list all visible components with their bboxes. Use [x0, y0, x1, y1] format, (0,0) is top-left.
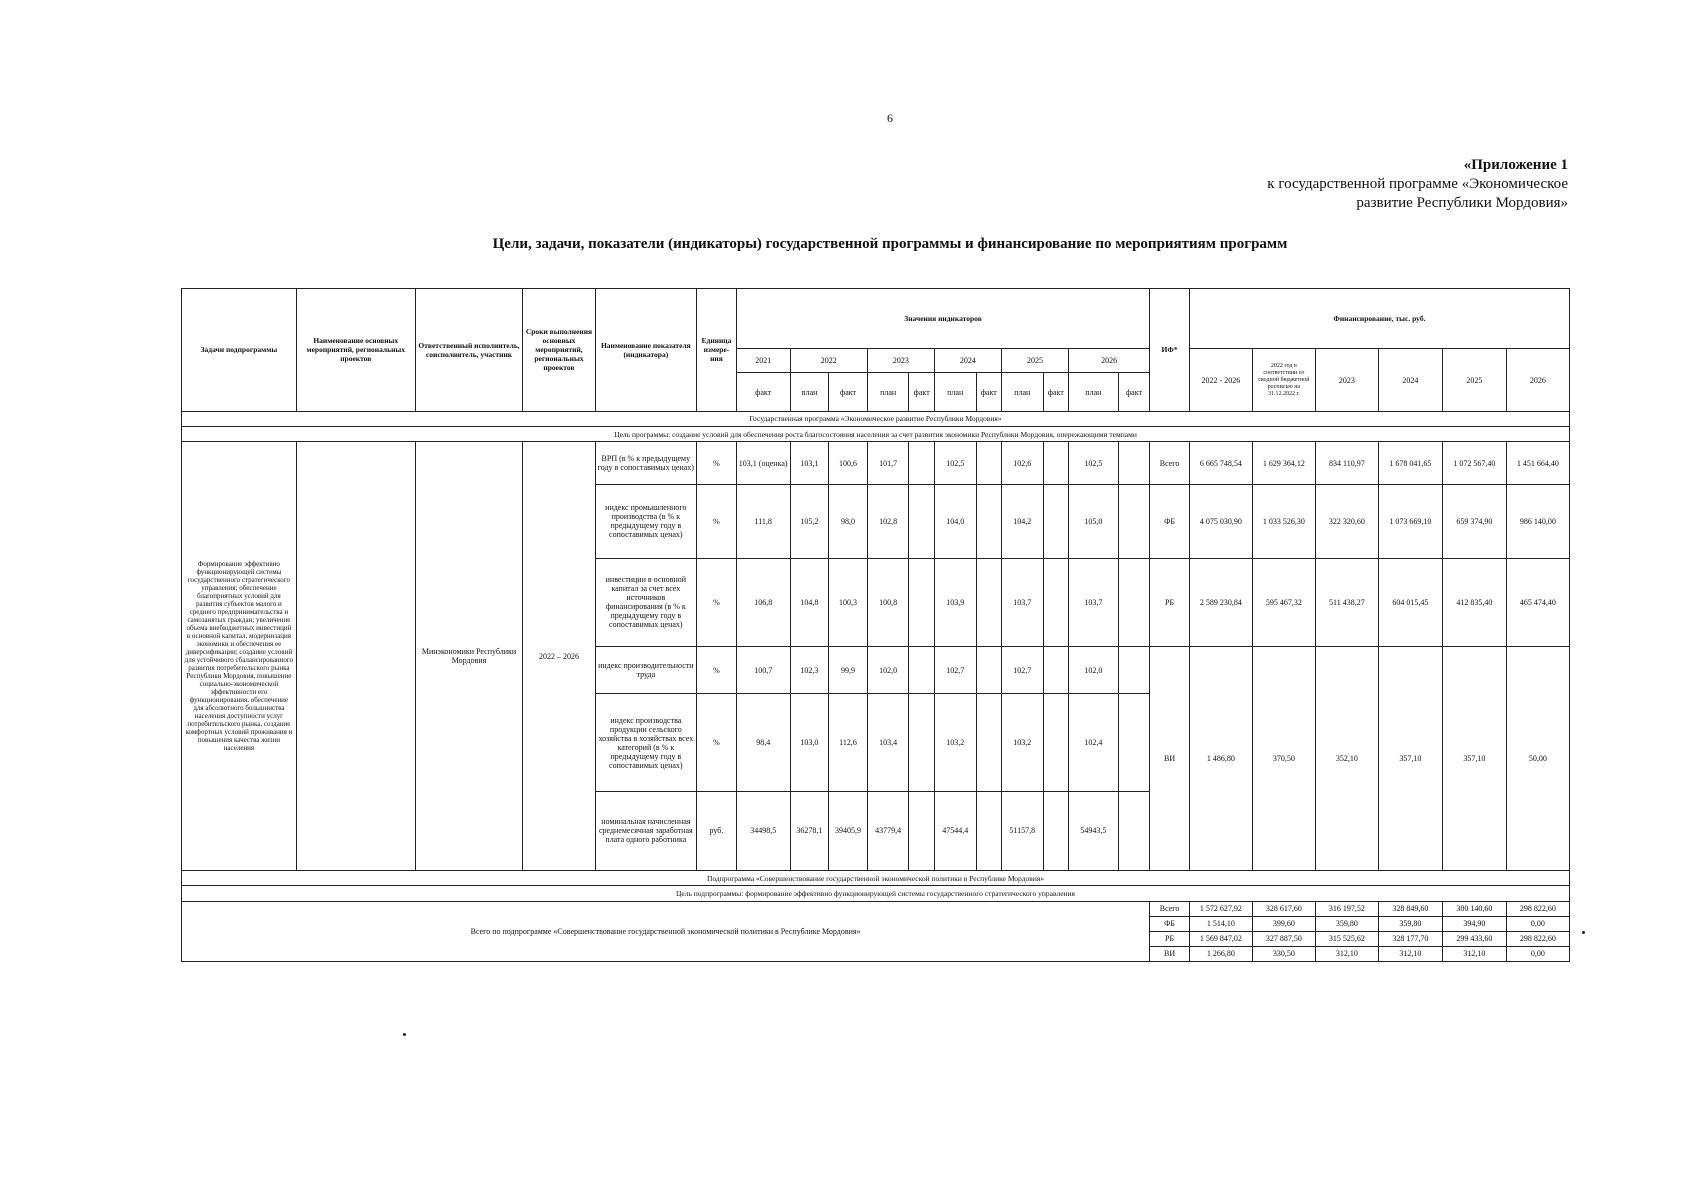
- sub-header: план: [1068, 373, 1118, 412]
- indicator-value: 100,8: [867, 558, 909, 646]
- indicator-name: инвестиции в основной капитал за счет всех источников финансирования (в % к предыдущему году в сопоставимых ценах): [595, 558, 697, 646]
- indicator-value: [1043, 791, 1068, 871]
- fin-value: 312,10: [1378, 946, 1442, 961]
- indicator-value: 103,7: [1001, 558, 1043, 646]
- executor-text: Минэкономики Республики Мордовия: [415, 442, 523, 871]
- indicator-name: номинальная начисленная среднемесячная заработная плата одного работника: [595, 791, 697, 871]
- fin-value: 316 197,52: [1315, 901, 1378, 916]
- document-title: Цели, задачи, показатели (индикаторы) государственной программы и финансирование по мероприятиям программ: [492, 236, 1288, 252]
- indicator-value: [1118, 791, 1150, 871]
- fin-value: 1 629 364,12: [1252, 442, 1315, 485]
- indicator-value: 102,7: [934, 647, 976, 694]
- fin-source: Всего: [1150, 442, 1190, 485]
- indicator-value: [1118, 485, 1150, 558]
- header-terms: Сроки выполнения основных мероприятий, региональных проектов: [523, 289, 595, 412]
- fin-value: 327 887,50: [1252, 931, 1315, 946]
- sub-header: факт: [976, 373, 1001, 412]
- appendix-line-2: к государственной программе «Экономическое: [1267, 176, 1568, 192]
- indicator-value: 103,2: [934, 694, 976, 791]
- fin-value: 834 110,97: [1315, 442, 1378, 485]
- indicator-value: [909, 485, 934, 558]
- fin-value: 370,50: [1252, 647, 1315, 871]
- indicator-value: 34498,5: [736, 791, 790, 871]
- appendix-line-3: развитие Республики Мордовия»: [1356, 195, 1568, 211]
- measures-cell: [296, 442, 415, 871]
- indicator-value: [976, 442, 1001, 485]
- terms-text: 2022 – 2026: [523, 442, 595, 871]
- indicator-row: [182, 442, 1570, 485]
- fin-value: 315 525,62: [1315, 931, 1378, 946]
- indicator-value: 100,3: [829, 558, 868, 646]
- indicator-value: 106,8: [736, 558, 790, 646]
- fin-value: 312,10: [1315, 946, 1378, 961]
- indicator-value: [909, 694, 934, 791]
- year-header: 2025: [1001, 349, 1068, 373]
- indicator-value: 103,4: [867, 694, 909, 791]
- indicator-value: 36278,1: [790, 791, 829, 871]
- indicator-value: [909, 647, 934, 694]
- appendix-title: «Приложение 1: [1463, 157, 1568, 173]
- sub-header: план: [934, 373, 976, 412]
- fin-value: 1 073 669,10: [1378, 485, 1442, 558]
- fin-value: 352,10: [1315, 647, 1378, 871]
- header-source: ИФ*: [1150, 289, 1190, 412]
- header-measures: Наименование основных мероприятий, региональных проектов: [296, 289, 415, 412]
- fin-value: 298 822,60: [1506, 931, 1569, 946]
- indicator-value: 101,7: [867, 442, 909, 485]
- indicator-value: [909, 442, 934, 485]
- section-subprogram: Подпрограмма «Совершенствование государственной экономической политики в Республике Мордовия»: [182, 871, 1570, 886]
- indicator-value: 102,4: [1068, 694, 1118, 791]
- indicator-value: [976, 694, 1001, 791]
- fin-source: ФБ: [1150, 916, 1190, 931]
- indicator-name: индекс производства продукции сельского хозяйства в хозяйствах всех категорий (в % к предыдущему году в сопоставимых ценах): [595, 694, 697, 791]
- fin-col-header: 2023: [1315, 349, 1378, 412]
- indicator-value: [1118, 442, 1150, 485]
- indicator-value: 102,7: [1001, 647, 1043, 694]
- indicator-value: [976, 791, 1001, 871]
- fin-value: 1 569 847,02: [1189, 931, 1252, 946]
- indicator-value: 100,7: [736, 647, 790, 694]
- indicator-value: 112,6: [829, 694, 868, 791]
- fin-source: ВИ: [1150, 946, 1190, 961]
- indicator-value: [1043, 694, 1068, 791]
- indicator-value: 104,2: [1001, 485, 1043, 558]
- fin-value: 511 438,27: [1315, 558, 1378, 646]
- fin-value: 298 822,60: [1506, 901, 1569, 916]
- indicator-value: 103,9: [934, 558, 976, 646]
- indicator-value: 103,0: [790, 694, 829, 791]
- fin-value: 604 015,45: [1378, 558, 1442, 646]
- page-number: 6: [887, 111, 893, 125]
- fin-source: РБ: [1150, 931, 1190, 946]
- sub-header: факт: [829, 373, 868, 412]
- fin-value: 328 177,70: [1378, 931, 1442, 946]
- fin-col-header: 2025: [1442, 349, 1506, 412]
- indicator-value: [1118, 647, 1150, 694]
- sub-header: факт: [1118, 373, 1150, 412]
- indicator-unit: руб.: [697, 791, 737, 871]
- indicator-value: [976, 647, 1001, 694]
- indicator-value: 98,0: [829, 485, 868, 558]
- indicator-value: 102,5: [1068, 442, 1118, 485]
- indicator-value: [1118, 558, 1150, 646]
- fin-value: 1 514,10: [1189, 916, 1252, 931]
- indicator-value: 39405,9: [829, 791, 868, 871]
- indicator-value: 102,5: [934, 442, 976, 485]
- indicator-value: 102,3: [790, 647, 829, 694]
- indicator-value: 103,1 (оценка): [736, 442, 790, 485]
- indicator-value: 104,8: [790, 558, 829, 646]
- indicator-value: 102,8: [867, 485, 909, 558]
- indicator-name: ВРП (в % к предыдущему году в сопоставимых ценах): [595, 442, 697, 485]
- indicator-value: [909, 791, 934, 871]
- header-financing: Финансирование, тыс. руб.: [1189, 289, 1569, 349]
- year-header: 2024: [934, 349, 1001, 373]
- year-header: 2022: [790, 349, 867, 373]
- sub-header: факт: [1043, 373, 1068, 412]
- indicator-value: 111,8: [736, 485, 790, 558]
- indicator-value: 105,2: [790, 485, 829, 558]
- fin-value: 1 486,80: [1189, 647, 1252, 871]
- fin-value: 1 072 567,40: [1442, 442, 1506, 485]
- fin-value: 299 433,60: [1442, 931, 1506, 946]
- tasks-text: Формирование эффективно функционирующей системы государственного стратегического управления; обеспечение благоприятных условий для развития субъектов малого и среднего предпринимательства и самозанятых граждан; увеличение объема внебюджетных инвестиций в основной капитал, модернизация экономики и обеспечения ее диверсификации; создание условий для устойчивого сбалансированного развития потребительского рынка Республики Мордовия, повышение социально-экономической эффективности его функционирования, обеспечение для абсолютного большинства населения доступности услуг потребительского рынка, создание комфортных условий проживания и повышения качества жизни населения: [182, 442, 297, 871]
- fin-value: 394,90: [1442, 916, 1506, 931]
- fin-value: 312,10: [1442, 946, 1506, 961]
- fin-source: Всего: [1150, 901, 1190, 916]
- indicator-unit: %: [697, 442, 737, 485]
- year-header: 2021: [736, 349, 790, 373]
- fin-value: 4 075 030,90: [1189, 485, 1252, 558]
- indicator-unit: %: [697, 694, 737, 791]
- subprogram-total-label: Всего по подпрограмме «Совершенствование государственной экономической политики в Республике Мордовия»: [182, 901, 1150, 961]
- indicator-name: индекс производительности труда: [595, 647, 697, 694]
- indicator-value: [909, 558, 934, 646]
- fin-value: 300 140,60: [1442, 901, 1506, 916]
- fin-value: 359,80: [1315, 916, 1378, 931]
- program-table: [181, 288, 1570, 962]
- header-executor: Ответственный исполнитель, соисполнитель, участник: [415, 289, 523, 412]
- scan-speck: [1582, 931, 1585, 934]
- sub-header: план: [1001, 373, 1043, 412]
- fin-value: 357,10: [1442, 647, 1506, 871]
- goal-subprogram: Цель подпрограммы: формирование эффективно функционирующей системы государственного стратегического управления: [182, 886, 1570, 901]
- indicator-value: [976, 558, 1001, 646]
- indicator-value: 103,2: [1001, 694, 1043, 791]
- fin-value: 1 033 526,30: [1252, 485, 1315, 558]
- indicator-unit: %: [697, 558, 737, 646]
- fin-col-header: 2022 год в соответствии со сводной бюджетной росписью на 31.12.2022 г.: [1252, 349, 1315, 412]
- fin-value: 2 589 230,84: [1189, 558, 1252, 646]
- fin-value: 1 451 664,40: [1506, 442, 1569, 485]
- fin-col-header: 2022 - 2026: [1189, 349, 1252, 412]
- subprogram-total-row: [182, 901, 1570, 916]
- fin-source: ВИ: [1150, 647, 1190, 871]
- year-header: 2026: [1068, 349, 1149, 373]
- sub-header: план: [867, 373, 909, 412]
- indicator-unit: %: [697, 647, 737, 694]
- fin-value: 986 140,00: [1506, 485, 1569, 558]
- header-tasks: Задачи подпрограммы: [182, 289, 297, 412]
- indicator-value: [1043, 647, 1068, 694]
- indicator-value: 103,7: [1068, 558, 1118, 646]
- header-indicator-name: Наименование показателя (индикатора): [595, 289, 697, 412]
- sub-header: факт: [736, 373, 790, 412]
- indicator-value: [976, 485, 1001, 558]
- fin-source: ФБ: [1150, 485, 1190, 558]
- fin-value: 359,80: [1378, 916, 1442, 931]
- sub-header: факт: [909, 373, 934, 412]
- header-unit: Единица измере-ния: [697, 289, 737, 412]
- fin-value: 0,00: [1506, 916, 1569, 931]
- fin-value: 1 678 041,65: [1378, 442, 1442, 485]
- fin-value: 1 572 627,92: [1189, 901, 1252, 916]
- indicator-value: 103,1: [790, 442, 829, 485]
- fin-value: 50,00: [1506, 647, 1569, 871]
- fin-source: РБ: [1150, 558, 1190, 646]
- appendix-block: [1267, 156, 1568, 213]
- fin-value: 595 467,32: [1252, 558, 1315, 646]
- fin-value: 399,60: [1252, 916, 1315, 931]
- fin-value: 328 849,60: [1378, 901, 1442, 916]
- fin-value: 330,50: [1252, 946, 1315, 961]
- fin-col-header: 2024: [1378, 349, 1442, 412]
- goal-program: Цель программы: создание условий для обеспечения роста благосостояния населения за счет развития экономики Республики Мордовия, опережающими темпами: [182, 427, 1570, 442]
- indicator-value: 99,9: [829, 647, 868, 694]
- indicator-value: 102,0: [1068, 647, 1118, 694]
- indicator-value: [1043, 485, 1068, 558]
- indicator-value: 100,6: [829, 442, 868, 485]
- fin-col-header: 2026: [1506, 349, 1569, 412]
- indicator-value: 102,6: [1001, 442, 1043, 485]
- indicator-value: 54943,5: [1068, 791, 1118, 871]
- indicator-value: 43779,4: [867, 791, 909, 871]
- fin-value: 412 835,40: [1442, 558, 1506, 646]
- sub-header: план: [790, 373, 829, 412]
- indicator-value: 51157,8: [1001, 791, 1043, 871]
- indicator-value: 104,0: [934, 485, 976, 558]
- indicator-value: [1118, 694, 1150, 791]
- indicator-value: 105,0: [1068, 485, 1118, 558]
- scan-speck: [403, 1033, 406, 1036]
- fin-value: 1 266,80: [1189, 946, 1252, 961]
- indicator-value: 98,4: [736, 694, 790, 791]
- fin-value: 0,00: [1506, 946, 1569, 961]
- indicator-name: индекс промышленного производства (в % к предыдущему году в сопоставимых ценах): [595, 485, 697, 558]
- indicator-value: [1043, 558, 1068, 646]
- fin-value: 659 374,90: [1442, 485, 1506, 558]
- fin-value: 6 665 748,54: [1189, 442, 1252, 485]
- header-indicator-values: Значения индикаторов: [736, 289, 1149, 349]
- indicator-value: 47544,4: [934, 791, 976, 871]
- fin-value: 322 320,60: [1315, 485, 1378, 558]
- indicator-unit: %: [697, 485, 737, 558]
- section-program: Государственная программа «Экономическое развитие Республики Мордовия»: [182, 411, 1570, 426]
- fin-value: 357,10: [1378, 647, 1442, 871]
- indicator-value: 102,0: [867, 647, 909, 694]
- fin-value: 328 617,60: [1252, 901, 1315, 916]
- year-header: 2023: [867, 349, 934, 373]
- fin-value: 465 474,40: [1506, 558, 1569, 646]
- indicator-value: [1043, 442, 1068, 485]
